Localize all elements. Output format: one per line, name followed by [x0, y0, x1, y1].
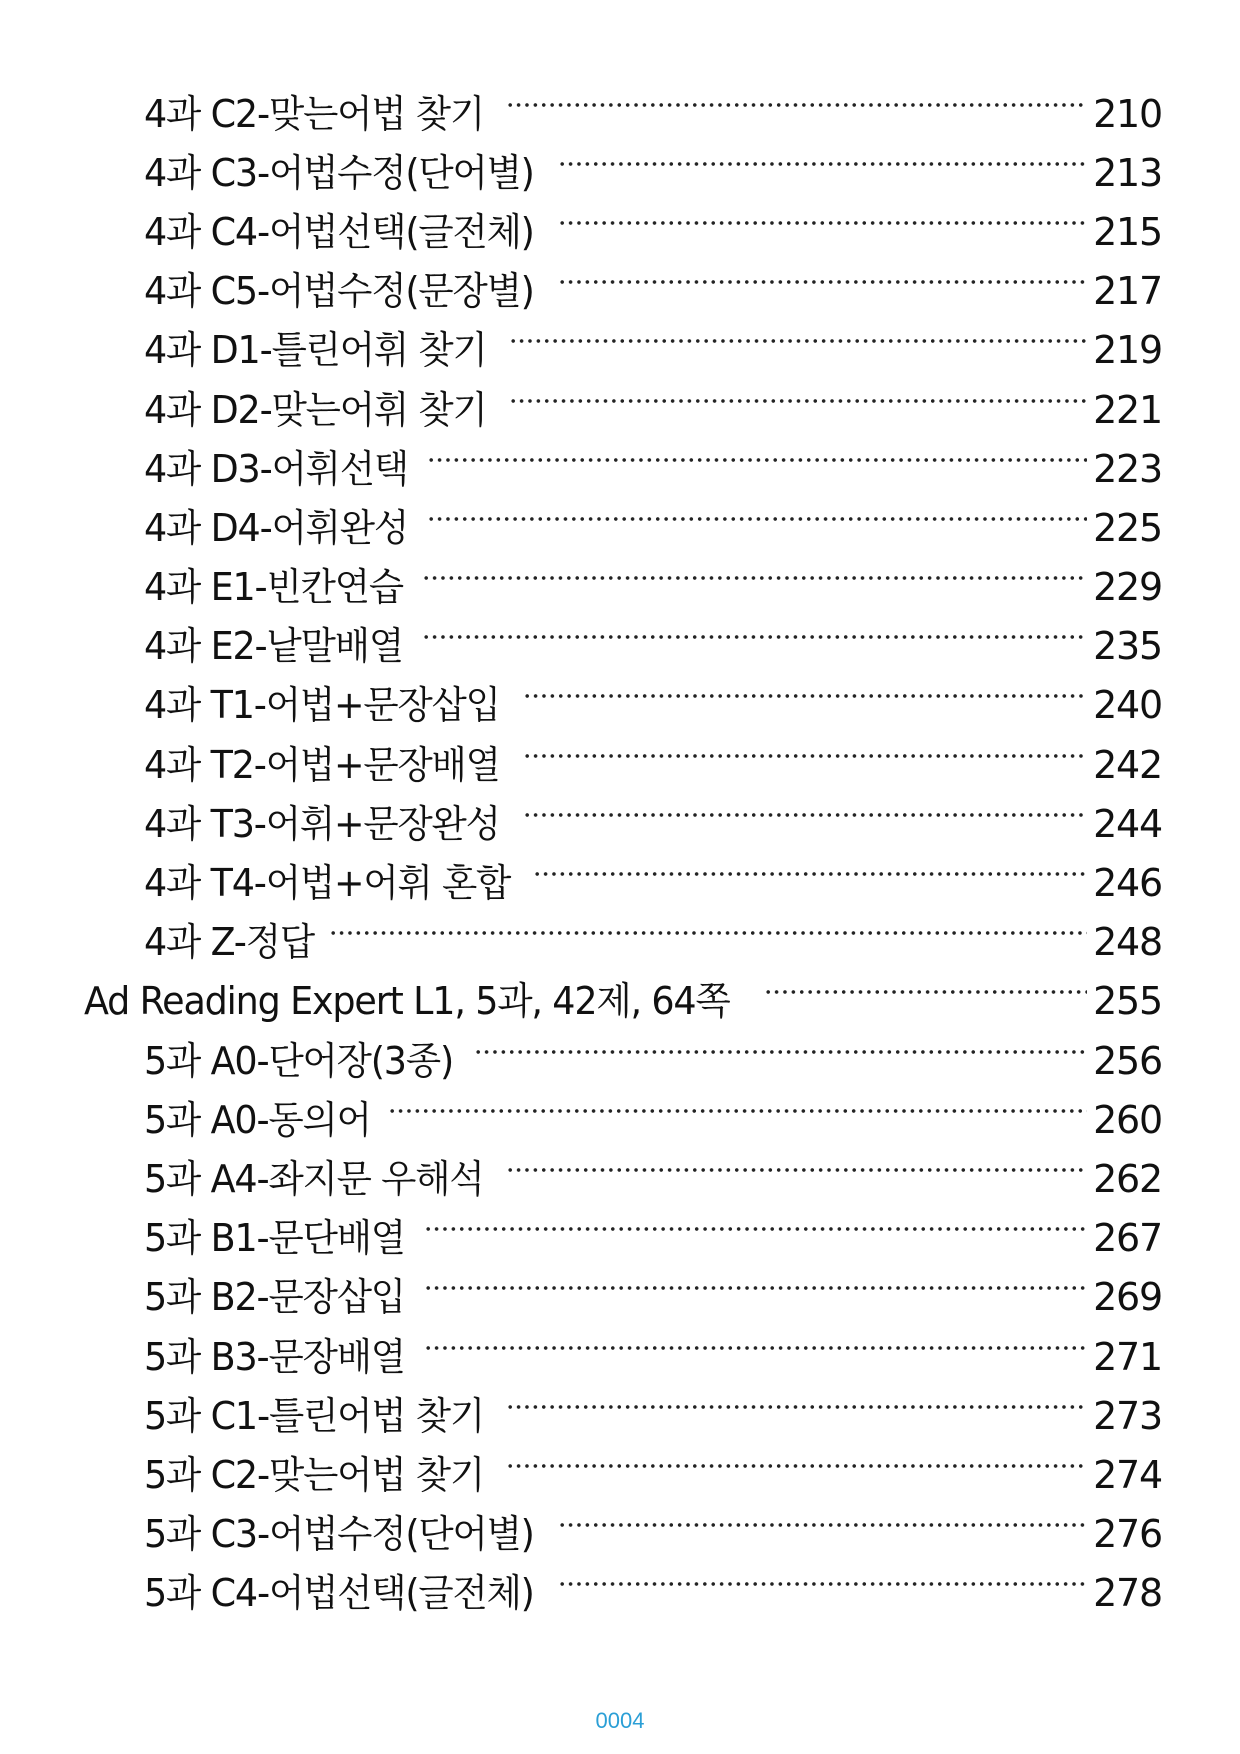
dot-leader: [764, 990, 1087, 994]
dot-leader: [474, 1050, 1087, 1054]
toc-entry-title: 5과 A4-좌지문 우해석: [144, 1156, 484, 1201]
toc-entry-page: 215: [1093, 209, 1162, 254]
toc-entry[interactable]: [0, 853, 1240, 912]
toc-entry[interactable]: [0, 676, 1240, 735]
toc-entry[interactable]: [0, 794, 1240, 853]
toc-entry-page: 244: [1093, 801, 1162, 846]
dot-leader: [388, 1109, 1087, 1113]
dot-leader: [506, 1405, 1087, 1409]
toc-entry-title: 4과 T4-어법+어휘 혼합: [144, 861, 511, 906]
dot-leader: [506, 1168, 1087, 1172]
dot-leader: [424, 1286, 1087, 1290]
dot-leader: [523, 813, 1088, 817]
toc-entry-page: 223: [1093, 446, 1162, 491]
toc-entry[interactable]: [0, 735, 1240, 794]
toc-entry-title: 5과 C2-맞는어법 찾기: [144, 1452, 484, 1497]
toc-entry-page: 242: [1093, 742, 1162, 787]
toc-entry-title: 4과 T2-어법+문장배열: [144, 742, 500, 787]
toc-section-heading[interactable]: [0, 972, 1240, 1031]
toc-entry-title: 4과 C5-어법수정(문장별): [144, 269, 534, 314]
toc-entry-page: 210: [1093, 91, 1162, 136]
table-of-contents: [0, 84, 1240, 1623]
toc-entry-page: 225: [1093, 505, 1162, 550]
dot-leader: [509, 399, 1087, 403]
toc-entry-title: 5과 A0-단어장(3종): [144, 1038, 454, 1083]
toc-entry-title: 4과 E1-빈칸연습: [144, 565, 403, 610]
toc-entry[interactable]: [0, 1209, 1240, 1268]
dot-leader: [506, 1464, 1087, 1468]
page-number: 0004: [595, 1708, 645, 1733]
dot-leader: [558, 162, 1087, 166]
dot-leader: [558, 221, 1087, 225]
toc-entry-page: 229: [1093, 565, 1162, 610]
dot-leader: [509, 339, 1087, 343]
toc-entry[interactable]: [0, 1564, 1240, 1623]
dot-leader: [506, 103, 1087, 107]
toc-entry-page: 260: [1093, 1097, 1162, 1142]
toc-entry-title: Ad Reading Expert L1, 5과, 42제, 64쪽: [84, 979, 730, 1024]
toc-entry[interactable]: [0, 617, 1240, 676]
toc-entry-title: 5과 C4-어법선택(글전체): [144, 1571, 534, 1616]
toc-entry-page: 256: [1093, 1038, 1162, 1083]
toc-entry[interactable]: [0, 262, 1240, 321]
toc-entry[interactable]: [0, 321, 1240, 380]
toc-entry-title: 5과 B1-문단배열: [144, 1216, 405, 1261]
toc-entry[interactable]: [0, 1149, 1240, 1208]
toc-entry[interactable]: [0, 1386, 1240, 1445]
toc-entry-page: 219: [1093, 328, 1162, 373]
dot-leader: [422, 576, 1087, 580]
toc-entry-title: 4과 D4-어휘완성: [144, 505, 408, 550]
toc-entry-title: 5과 C1-틀린어법 찾기: [144, 1393, 484, 1438]
toc-entry[interactable]: [0, 202, 1240, 261]
toc-entry-title: 4과 C4-어법선택(글전체): [144, 209, 534, 254]
toc-entry-page: 235: [1093, 624, 1162, 669]
toc-entry-page: 276: [1093, 1512, 1162, 1557]
toc-entry[interactable]: [0, 1445, 1240, 1504]
toc-entry[interactable]: [0, 1090, 1240, 1149]
toc-entry-title: 4과 T1-어법+문장삽입: [144, 683, 500, 728]
dot-leader: [422, 635, 1087, 639]
toc-entry[interactable]: [0, 143, 1240, 202]
toc-entry[interactable]: [0, 84, 1240, 143]
toc-entry[interactable]: [0, 439, 1240, 498]
toc-entry-title: 5과 A0-동의어: [144, 1097, 371, 1142]
toc-entry-title: 4과 E2-낱말배열: [144, 624, 403, 669]
toc-entry[interactable]: [0, 1031, 1240, 1090]
toc-entry-page: 221: [1093, 387, 1162, 432]
dot-leader: [329, 931, 1087, 935]
toc-entry-title: 4과 C3-어법수정(단어별): [144, 150, 534, 195]
toc-entry-title: 4과 D2-맞는어휘 찾기: [144, 387, 487, 432]
toc-entry-title: 4과 T3-어휘+문장완성: [144, 801, 500, 846]
toc-entry-title: 4과 C2-맞는어법 찾기: [144, 91, 484, 136]
toc-entry-page: 255: [1093, 979, 1162, 1024]
dot-leader: [558, 1523, 1087, 1527]
dot-leader: [427, 517, 1087, 521]
dot-leader: [558, 1582, 1087, 1586]
toc-entry-page: 262: [1093, 1156, 1162, 1201]
toc-entry[interactable]: [0, 380, 1240, 439]
toc-entry-page: 246: [1093, 861, 1162, 906]
toc-entry[interactable]: [0, 558, 1240, 617]
toc-entry-page: 248: [1093, 920, 1162, 965]
toc-entry-title: 4과 D3-어휘선택: [144, 446, 408, 491]
dot-leader: [523, 754, 1088, 758]
toc-entry-title: 5과 C3-어법수정(단어별): [144, 1512, 534, 1557]
toc-entry-page: 267: [1093, 1216, 1162, 1261]
toc-entry-page: 269: [1093, 1275, 1162, 1320]
toc-entry-page: 273: [1093, 1393, 1162, 1438]
dot-leader: [558, 280, 1087, 284]
toc-entry-page: 240: [1093, 683, 1162, 728]
toc-entry[interactable]: [0, 1268, 1240, 1327]
toc-entry-page: 213: [1093, 150, 1162, 195]
toc-entry[interactable]: [0, 1505, 1240, 1564]
toc-entry-page: 271: [1093, 1334, 1162, 1379]
dot-leader: [424, 1227, 1087, 1231]
dot-leader: [424, 1346, 1087, 1350]
toc-entry-page: 274: [1093, 1452, 1162, 1497]
toc-entry[interactable]: [0, 1327, 1240, 1386]
toc-entry-title: 5과 B2-문장삽입: [144, 1275, 405, 1320]
dot-leader: [427, 458, 1087, 462]
toc-entry-page: 278: [1093, 1571, 1162, 1616]
toc-entry-title: 5과 B3-문장배열: [144, 1334, 405, 1379]
dot-leader: [523, 694, 1088, 698]
toc-entry[interactable]: [0, 498, 1240, 557]
dot-leader: [533, 872, 1087, 876]
toc-entry-page: 217: [1093, 269, 1162, 314]
toc-entry-title: 4과 D1-틀린어휘 찾기: [144, 328, 487, 373]
toc-entry-title: 4과 Z-정답: [144, 920, 314, 965]
toc-entry[interactable]: [0, 913, 1240, 972]
